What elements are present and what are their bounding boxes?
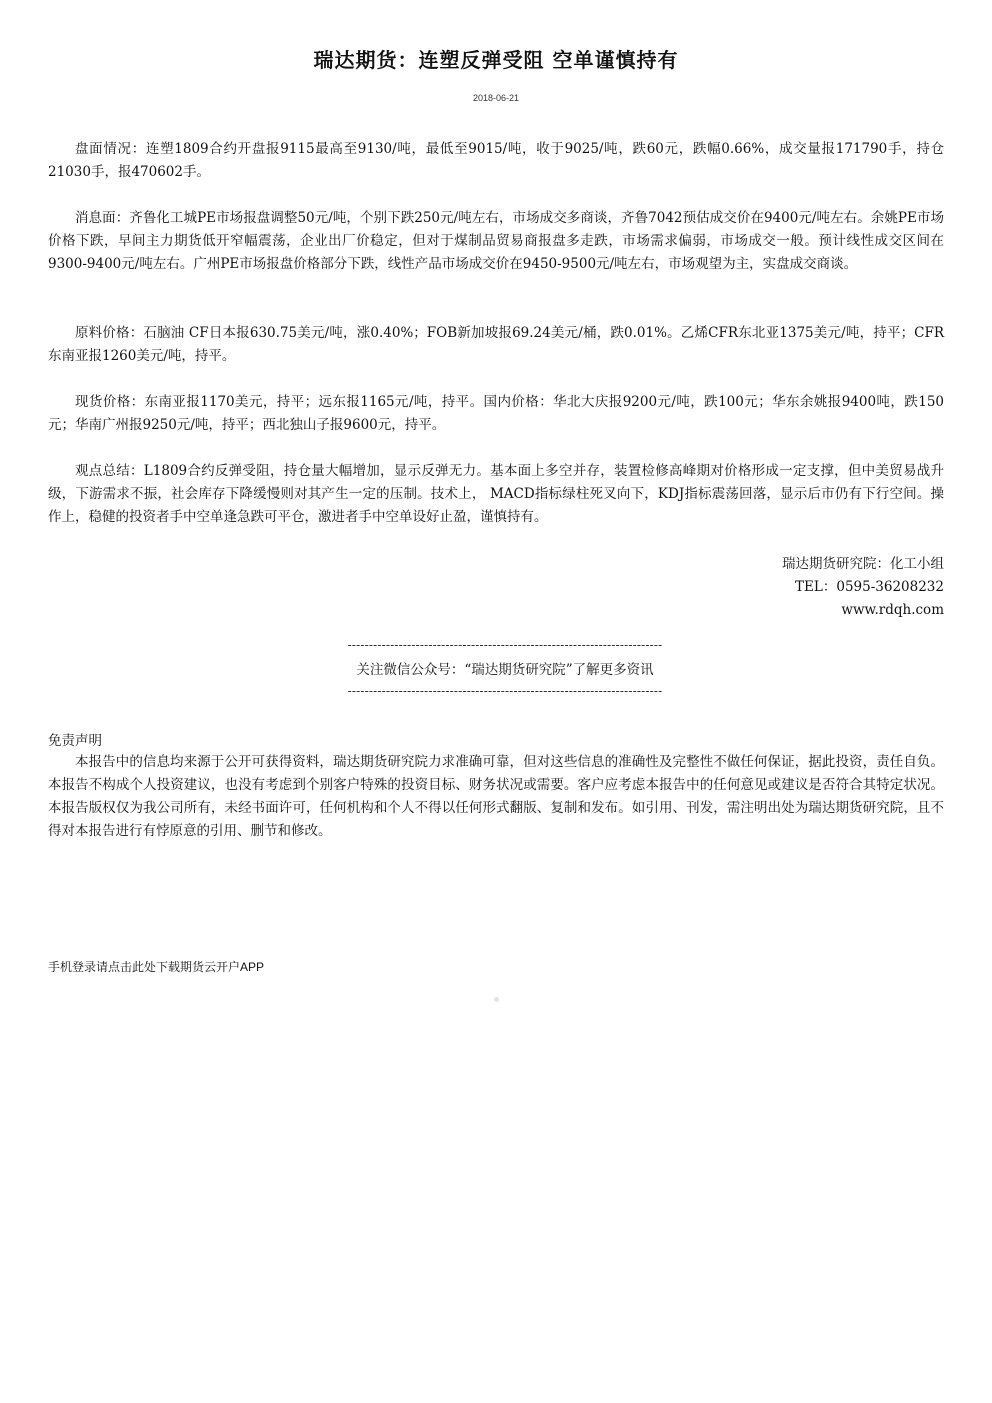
disclaimer-title: 免责声明 (48, 733, 102, 749)
app-download-link[interactable]: 手机登录请点击此处下载期货云开户APP (48, 960, 265, 974)
report-title: 瑞达期货：连塑反弹受阻 空单谨慎持有 (313, 48, 679, 72)
paragraph-summary: 观点总结：L1809合约反弹受阻，持仓量大幅增加，显示反弹无力。基本面上多空并存，装置检修高峰期对价格形成一定支撑，但中美贸易战升级，下游需求不振，社会库存下降缓慢则对其产生一定的压制。技术上， MACD指标绿柱死叉向下，KDJ指标震荡回落，显示后市仍有下行空间。操作上，稳健的投资者手中空单逢急跌可平仓，激进者手中空单设好止盈，谨慎持有。 (48, 463, 944, 525)
signature-org: 瑞达期货研究院：化工小组 (782, 556, 944, 572)
paragraph-market-overview: 盘面情况：连塑1809合约开盘报9115最高至9130/吨，最低至9015/吨，收于9025/吨，跌60元，跌幅0.66%，成交量报171790手，持仓21030手，报470602手。 (48, 141, 944, 180)
decorative-dot (494, 997, 499, 1002)
paragraph-news: 消息面：齐鲁化工城PE市场报盘调整50元/吨，个别下跌250元/吨左右，市场成交多商谈，齐鲁7042预估成交价在9400元/吨左右。余姚PE市场价格下跌，早间主力期货低开窄幅震荡，企业出厂价稳定，但对于煤制品贸易商报盘多走跌，市场需求偏弱，市场成交一般。预计线性成交区间在9300-9400元/吨左右。广州PE市场报盘价格部分下跌，线性产品市场成交价在9450-9500元/吨左右，市场观望为主，实盘成交商谈。 (48, 210, 944, 272)
disclaimer-text: 本报告中的信息均来源于公开可获得资料，瑞达期货研究院力求准确可靠，但对这些信息的准确性及完整性不做任何保证，据此投资，责任自负。本报告不构成个人投资建议，也没有考虑到个别客户特殊的投资目标、财务状况或需要。客户应考虑本报告中的任何意见或建议是否符合其特定状况。本报告版权仅为我公司所有，未经书面许可，任何机构和个人不得以任何形式翻版、复制和发布。如引用、刊发，需注明出处为瑞达期货研究院，且不得对本报告进行有悖原意的引用、删节和修改。 (48, 754, 944, 839)
wechat-promo: 关注微信公众号：“瑞达期货研究院”了解更多资讯 (356, 662, 654, 678)
paragraph-raw-material-prices: 原料价格：石脑油 CF日本报630.75美元/吨，涨0.40%；FOB新加坡报69.24美元/桶，跌0.01%。乙烯CFR东北亚1375美元/吨，持平；CFR东南亚报1260美元/吨，持平。 (48, 325, 944, 364)
divider-top: -------------------------------------------------------------------------- (347, 638, 663, 652)
divider-bottom: -------------------------------------------------------------------------- (347, 684, 663, 698)
signature-website: www.rdqh.com (841, 602, 944, 618)
signature-tel: TEL：0595-36208232 (795, 579, 944, 595)
paragraph-spot-prices: 现货价格：东南亚报1170美元，持平；远东报1165元/吨，持平。国内价格：华北大庆报9200元/吨，跌100元；华东余姚报9400吨，跌150元；华南广州报9250元/吨，持平；西北独山子报9600元，持平。 (48, 394, 944, 433)
report-date: 2018-06-21 (472, 93, 520, 103)
